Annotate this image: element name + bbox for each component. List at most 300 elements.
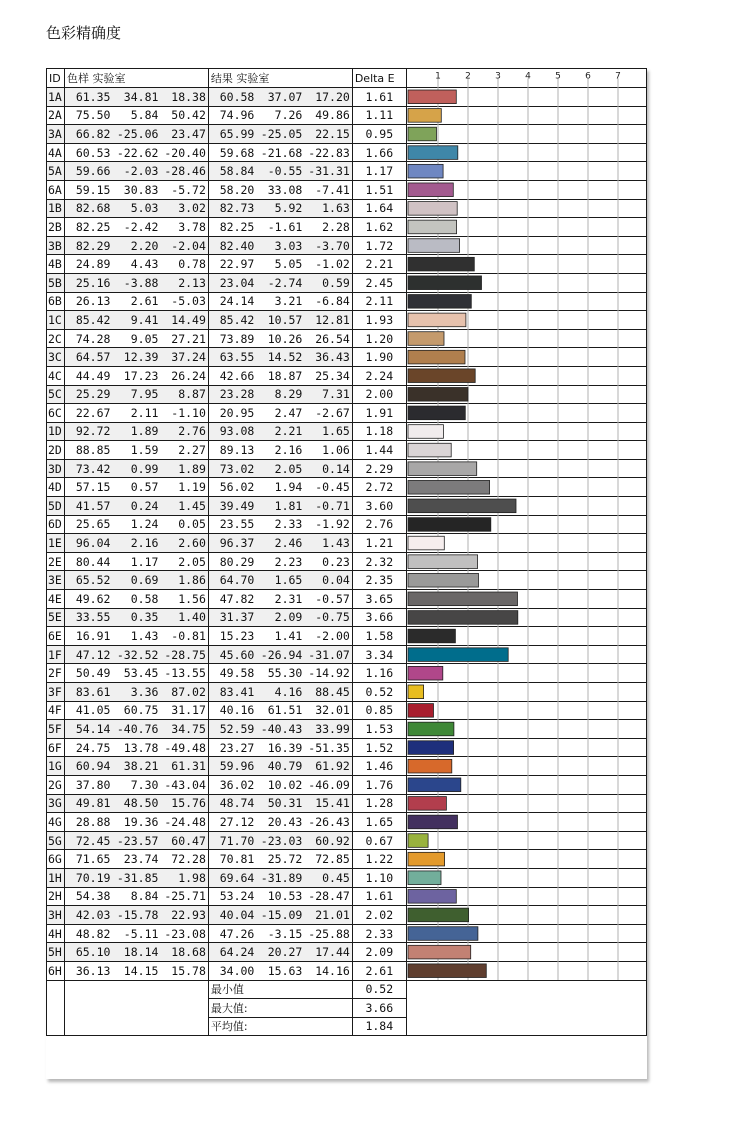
sample-lab-value: -5.03	[160, 292, 208, 311]
row-id: 6E	[47, 627, 65, 646]
result-lab-value: 23.04	[208, 273, 256, 292]
sample-lab-value: 9.05	[112, 329, 160, 348]
delta-e-bar	[408, 741, 454, 755]
result-lab-value: -1.92	[304, 515, 352, 534]
result-lab-value: 49.58	[208, 664, 256, 683]
sample-lab-value: 37.80	[64, 775, 112, 794]
result-lab-value: -51.35	[304, 738, 352, 757]
delta-e-bar	[408, 908, 469, 922]
result-lab-value: 10.53	[256, 887, 304, 906]
sample-lab-value: 53.45	[112, 664, 160, 683]
delta-e-bar-chart	[407, 68, 648, 1079]
delta-e-bar	[408, 462, 477, 476]
result-lab-value: 45.60	[208, 645, 256, 664]
row-id: 5B	[47, 273, 65, 292]
result-lab-value: 72.85	[304, 850, 352, 869]
row-id: 4G	[47, 813, 65, 832]
sample-lab-value: 82.25	[64, 218, 112, 237]
header-result-lab: 结果 实验室	[208, 69, 352, 88]
sample-lab-value: 2.05	[160, 552, 208, 571]
delta-e-bar	[408, 109, 441, 123]
result-lab-value: 24.14	[208, 292, 256, 311]
result-lab-value: 17.44	[304, 943, 352, 962]
row-id: 4B	[47, 255, 65, 274]
sample-lab-value: 44.49	[64, 366, 112, 385]
result-lab-value: 56.02	[208, 478, 256, 497]
row-id: 4E	[47, 590, 65, 609]
sample-lab-value: 18.68	[160, 943, 208, 962]
sample-lab-value: 1.98	[160, 868, 208, 887]
delta-e-bar	[408, 797, 446, 811]
result-lab-value: 64.24	[208, 943, 256, 962]
result-lab-value: 82.25	[208, 218, 256, 237]
result-lab-value: -15.09	[256, 906, 304, 925]
row-id: 6C	[47, 404, 65, 423]
delta-e-value: 2.09	[352, 943, 406, 962]
result-lab-value: 1.43	[304, 534, 352, 553]
delta-e-value: 1.52	[352, 738, 406, 757]
x-tick-label: 5	[555, 71, 561, 82]
sample-lab-value: -5.11	[112, 924, 160, 943]
delta-e-bar	[408, 332, 444, 346]
sample-lab-value: 26.24	[160, 366, 208, 385]
sample-lab-value: -23.57	[112, 831, 160, 850]
sample-lab-value: 50.49	[64, 664, 112, 683]
delta-e-bar	[408, 90, 456, 104]
result-lab-value: 22.15	[304, 125, 352, 144]
delta-e-bar	[408, 592, 518, 606]
result-lab-value: 7.26	[256, 106, 304, 125]
result-lab-value: 33.99	[304, 720, 352, 739]
delta-e-value: 1.16	[352, 664, 406, 683]
delta-e-bar	[408, 369, 475, 383]
row-id: 1H	[47, 868, 65, 887]
result-lab-value: -2.74	[256, 273, 304, 292]
result-lab-value: -40.43	[256, 720, 304, 739]
result-lab-value: 2.09	[256, 608, 304, 627]
result-lab-value: -14.92	[304, 664, 352, 683]
result-lab-value: 65.99	[208, 125, 256, 144]
sample-lab-value: 71.65	[64, 850, 112, 869]
sample-lab-value: 1.89	[160, 459, 208, 478]
header-delta-e: Delta E	[352, 69, 406, 88]
row-id: 2E	[47, 552, 65, 571]
sample-lab-value: -1.10	[160, 404, 208, 423]
row-id: 3B	[47, 236, 65, 255]
result-lab-value: 14.16	[304, 961, 352, 980]
sample-lab-value: 82.29	[64, 236, 112, 255]
delta-e-value: 3.66	[352, 608, 406, 627]
summary-value: 3.66	[352, 999, 406, 1018]
result-lab-value: 74.96	[208, 106, 256, 125]
row-id: 1G	[47, 757, 65, 776]
result-lab-value: -23.03	[256, 831, 304, 850]
row-id: 4A	[47, 143, 65, 162]
result-lab-value: 10.26	[256, 329, 304, 348]
result-lab-value: -7.41	[304, 180, 352, 199]
result-lab-value: 1.63	[304, 199, 352, 218]
result-lab-value: 3.21	[256, 292, 304, 311]
sample-lab-value: 5.84	[112, 106, 160, 125]
sample-lab-value: 33.55	[64, 608, 112, 627]
sample-lab-value: 64.57	[64, 348, 112, 367]
sample-lab-value: 0.69	[112, 571, 160, 590]
result-lab-value: 20.43	[256, 813, 304, 832]
page-title: 色彩精确度	[46, 24, 122, 42]
sample-lab-value: 19.36	[112, 813, 160, 832]
sample-lab-value: 15.78	[160, 961, 208, 980]
row-id: 3A	[47, 125, 65, 144]
row-id: 6B	[47, 292, 65, 311]
delta-e-value: 1.90	[352, 348, 406, 367]
result-lab-value: 2.33	[256, 515, 304, 534]
sample-lab-value: 85.42	[64, 311, 112, 330]
delta-e-value: 2.35	[352, 571, 406, 590]
result-lab-value: 20.95	[208, 404, 256, 423]
result-lab-value: 23.28	[208, 385, 256, 404]
sample-lab-value: 34.75	[160, 720, 208, 739]
row-id: 3D	[47, 459, 65, 478]
sample-lab-value: -23.08	[160, 924, 208, 943]
result-lab-value: 0.59	[304, 273, 352, 292]
result-lab-value: 1.41	[256, 627, 304, 646]
sample-lab-value: 60.53	[64, 143, 112, 162]
sample-lab-value: 0.57	[112, 478, 160, 497]
delta-e-bar	[408, 927, 478, 941]
result-lab-value: 14.52	[256, 348, 304, 367]
row-id: 2D	[47, 441, 65, 460]
sample-lab-value: -28.75	[160, 645, 208, 664]
sample-lab-value: -32.52	[112, 645, 160, 664]
sample-lab-value: 2.60	[160, 534, 208, 553]
result-lab-value: 1.94	[256, 478, 304, 497]
delta-e-bar	[408, 704, 434, 718]
sample-lab-value: 25.65	[64, 515, 112, 534]
sample-lab-value: 72.28	[160, 850, 208, 869]
result-lab-value: 16.39	[256, 738, 304, 757]
delta-e-bar	[408, 239, 460, 253]
result-lab-value: -25.05	[256, 125, 304, 144]
row-id: 3E	[47, 571, 65, 590]
row-id: 6H	[47, 961, 65, 980]
delta-e-value: 1.66	[352, 143, 406, 162]
result-lab-value: -0.55	[256, 162, 304, 181]
sample-lab-value: 1.89	[112, 422, 160, 441]
result-lab-value: 80.29	[208, 552, 256, 571]
result-lab-value: 1.65	[256, 571, 304, 590]
result-lab-value: 60.92	[304, 831, 352, 850]
result-lab-value: 15.63	[256, 961, 304, 980]
result-lab-value: 5.92	[256, 199, 304, 218]
delta-e-bar	[408, 611, 518, 625]
sample-lab-value: 83.61	[64, 683, 112, 702]
sample-lab-value: 23.47	[160, 125, 208, 144]
delta-e-bar	[408, 834, 428, 848]
delta-e-value: 1.65	[352, 813, 406, 832]
result-lab-value: 69.64	[208, 868, 256, 887]
result-lab-value: 1.81	[256, 497, 304, 516]
sample-lab-value: 41.57	[64, 497, 112, 516]
delta-e-bar	[408, 425, 443, 439]
sample-lab-value: 50.42	[160, 106, 208, 125]
result-lab-value: 40.04	[208, 906, 256, 925]
result-lab-value: 2.05	[256, 459, 304, 478]
delta-e-value: 1.51	[352, 180, 406, 199]
sample-lab-value: 27.21	[160, 329, 208, 348]
delta-e-value: 2.00	[352, 385, 406, 404]
delta-e-bar	[408, 257, 474, 271]
sample-lab-value: 54.14	[64, 720, 112, 739]
result-lab-value: -0.71	[304, 497, 352, 516]
delta-e-bar	[408, 945, 471, 959]
result-lab-value: 64.70	[208, 571, 256, 590]
sample-lab-value: 72.45	[64, 831, 112, 850]
delta-e-value: 1.93	[352, 311, 406, 330]
result-lab-value: 5.05	[256, 255, 304, 274]
header-sample-lab: 色样 实验室	[64, 69, 208, 88]
summary-label: 平均值:	[208, 1017, 352, 1036]
result-lab-value: 73.02	[208, 459, 256, 478]
row-id: 2H	[47, 887, 65, 906]
sample-lab-value: 60.75	[112, 701, 160, 720]
result-lab-value: -3.15	[256, 924, 304, 943]
result-lab-value: 61.92	[304, 757, 352, 776]
delta-e-value: 2.32	[352, 552, 406, 571]
result-lab-value: 23.27	[208, 738, 256, 757]
delta-e-value: 3.60	[352, 497, 406, 516]
result-lab-value: 23.55	[208, 515, 256, 534]
result-lab-value: 58.84	[208, 162, 256, 181]
result-lab-value: 21.01	[304, 906, 352, 925]
sample-lab-value: -15.78	[112, 906, 160, 925]
sample-lab-value: 8.84	[112, 887, 160, 906]
delta-e-bar	[408, 313, 466, 327]
sample-lab-value: 65.52	[64, 571, 112, 590]
result-lab-value: 73.89	[208, 329, 256, 348]
sample-lab-value: 23.74	[112, 850, 160, 869]
result-lab-value: 26.54	[304, 329, 352, 348]
sample-lab-value: 49.62	[64, 590, 112, 609]
result-lab-value: -6.84	[304, 292, 352, 311]
delta-e-value: 2.29	[352, 459, 406, 478]
sample-lab-value: 1.59	[112, 441, 160, 460]
sample-lab-value: 1.19	[160, 478, 208, 497]
x-tick-label: 6	[585, 71, 591, 82]
sample-lab-value: 12.39	[112, 348, 160, 367]
result-lab-value: 20.27	[256, 943, 304, 962]
delta-e-bar	[408, 759, 452, 773]
sample-lab-value: 88.85	[64, 441, 112, 460]
delta-e-bar	[408, 518, 491, 532]
sample-lab-value: 65.10	[64, 943, 112, 962]
result-lab-value: 2.16	[256, 441, 304, 460]
sample-lab-value: 9.41	[112, 311, 160, 330]
result-lab-value: 53.24	[208, 887, 256, 906]
result-lab-value: 0.14	[304, 459, 352, 478]
result-lab-value: -2.67	[304, 404, 352, 423]
delta-e-bar	[408, 127, 437, 141]
delta-e-value: 1.76	[352, 775, 406, 794]
result-lab-value: 55.30	[256, 664, 304, 683]
sample-lab-value: -24.48	[160, 813, 208, 832]
result-lab-value: 22.97	[208, 255, 256, 274]
sample-lab-value: 73.42	[64, 459, 112, 478]
sample-lab-value: -43.04	[160, 775, 208, 794]
summary-label: 最大值:	[208, 999, 352, 1018]
delta-e-value: 1.62	[352, 218, 406, 237]
header-id: ID	[47, 69, 65, 88]
delta-e-bar	[408, 536, 444, 550]
sample-lab-value: 96.04	[64, 534, 112, 553]
delta-e-value: 1.64	[352, 199, 406, 218]
result-lab-value: 12.81	[304, 311, 352, 330]
sample-lab-value: 2.27	[160, 441, 208, 460]
delta-e-bar	[408, 573, 479, 587]
result-lab-value: 0.45	[304, 868, 352, 887]
sample-lab-value: 1.17	[112, 552, 160, 571]
result-lab-value: -21.68	[256, 143, 304, 162]
sample-lab-value: 37.24	[160, 348, 208, 367]
delta-e-bar	[408, 722, 454, 736]
delta-e-bar	[408, 499, 516, 513]
result-lab-value: 7.31	[304, 385, 352, 404]
sample-lab-value: 3.78	[160, 218, 208, 237]
result-lab-value: 50.31	[256, 794, 304, 813]
result-lab-value: 25.72	[256, 850, 304, 869]
result-lab-value: 17.20	[304, 88, 352, 107]
delta-e-value: 2.33	[352, 924, 406, 943]
result-lab-value: 63.55	[208, 348, 256, 367]
sample-lab-value: 48.82	[64, 924, 112, 943]
sample-lab-value: 22.67	[64, 404, 112, 423]
sample-lab-value: 57.15	[64, 478, 112, 497]
row-id: 2A	[47, 106, 65, 125]
sample-lab-value: 42.03	[64, 906, 112, 925]
result-lab-value: 33.08	[256, 180, 304, 199]
row-id: 5E	[47, 608, 65, 627]
sample-lab-value: 7.30	[112, 775, 160, 794]
sample-lab-value: 25.29	[64, 385, 112, 404]
row-id: 4H	[47, 924, 65, 943]
sample-lab-value: 0.24	[112, 497, 160, 516]
sample-lab-value: 80.44	[64, 552, 112, 571]
result-lab-value: 34.00	[208, 961, 256, 980]
result-lab-value: 2.21	[256, 422, 304, 441]
sample-lab-value: 41.05	[64, 701, 112, 720]
sample-lab-value: -20.40	[160, 143, 208, 162]
result-lab-value: -28.47	[304, 887, 352, 906]
sample-lab-value: 36.13	[64, 961, 112, 980]
row-id: 4F	[47, 701, 65, 720]
result-lab-value: 2.31	[256, 590, 304, 609]
result-lab-value: 58.20	[208, 180, 256, 199]
sample-lab-value: -31.85	[112, 868, 160, 887]
sample-lab-value: -28.46	[160, 162, 208, 181]
sample-lab-value: 2.16	[112, 534, 160, 553]
sample-lab-value: 1.86	[160, 571, 208, 590]
delta-e-value: 0.67	[352, 831, 406, 850]
result-lab-value: 42.66	[208, 366, 256, 385]
result-lab-value: 18.87	[256, 366, 304, 385]
result-lab-value: 37.07	[256, 88, 304, 107]
sample-lab-value: -25.06	[112, 125, 160, 144]
result-lab-value: -0.57	[304, 590, 352, 609]
result-lab-value: 1.65	[304, 422, 352, 441]
row-id: 4D	[47, 478, 65, 497]
sample-lab-value: 59.66	[64, 162, 112, 181]
delta-e-value: 1.21	[352, 534, 406, 553]
delta-e-value: 1.58	[352, 627, 406, 646]
summary-value: 0.52	[352, 980, 406, 999]
row-id: 2C	[47, 329, 65, 348]
delta-e-value: 1.22	[352, 850, 406, 869]
x-tick-label: 4	[525, 71, 531, 82]
row-id: 1A	[47, 88, 65, 107]
sample-lab-value: 61.31	[160, 757, 208, 776]
delta-e-value: 2.24	[352, 366, 406, 385]
delta-e-value: 3.34	[352, 645, 406, 664]
row-id: 5H	[47, 943, 65, 962]
result-lab-value: 47.82	[208, 590, 256, 609]
result-lab-value: 15.23	[208, 627, 256, 646]
result-lab-value: 49.86	[304, 106, 352, 125]
delta-e-bar	[408, 164, 443, 178]
sample-lab-value: 92.72	[64, 422, 112, 441]
sample-lab-value: 24.75	[64, 738, 112, 757]
delta-e-bar	[408, 146, 458, 160]
row-id: 5D	[47, 497, 65, 516]
sample-lab-value: 1.43	[112, 627, 160, 646]
sample-lab-value: 74.28	[64, 329, 112, 348]
result-lab-value: 52.59	[208, 720, 256, 739]
delta-e-value: 0.85	[352, 701, 406, 720]
delta-e-bar	[408, 852, 445, 866]
sample-lab-value: 0.05	[160, 515, 208, 534]
sample-lab-value: -49.48	[160, 738, 208, 757]
delta-e-value: 2.72	[352, 478, 406, 497]
sample-lab-value: 13.78	[112, 738, 160, 757]
x-tick-label: 3	[495, 71, 501, 82]
sample-lab-value: 1.56	[160, 590, 208, 609]
color-accuracy-sheet	[46, 68, 647, 1079]
sample-lab-value: 47.12	[64, 645, 112, 664]
delta-e-bar	[408, 388, 468, 402]
row-id: 1E	[47, 534, 65, 553]
result-lab-value: -31.89	[256, 868, 304, 887]
delta-e-bar	[408, 406, 465, 420]
result-lab-value: 71.70	[208, 831, 256, 850]
result-lab-value: 83.41	[208, 683, 256, 702]
result-lab-value: 40.16	[208, 701, 256, 720]
result-lab-value: 48.74	[208, 794, 256, 813]
delta-e-bar	[408, 778, 461, 792]
result-lab-value: 82.40	[208, 236, 256, 255]
sample-lab-value: -3.88	[112, 273, 160, 292]
sample-lab-value: -2.42	[112, 218, 160, 237]
row-id: 3F	[47, 683, 65, 702]
x-tick-label: 7	[615, 71, 621, 82]
delta-e-bar	[408, 648, 508, 662]
result-lab-value: 82.73	[208, 199, 256, 218]
sample-lab-value: 2.20	[112, 236, 160, 255]
result-lab-value: 3.03	[256, 236, 304, 255]
sample-lab-value: 14.49	[160, 311, 208, 330]
sample-lab-value: 16.91	[64, 627, 112, 646]
result-lab-value: 60.58	[208, 88, 256, 107]
sample-lab-value: 0.78	[160, 255, 208, 274]
delta-e-bar	[408, 480, 490, 494]
sample-lab-value: 3.02	[160, 199, 208, 218]
